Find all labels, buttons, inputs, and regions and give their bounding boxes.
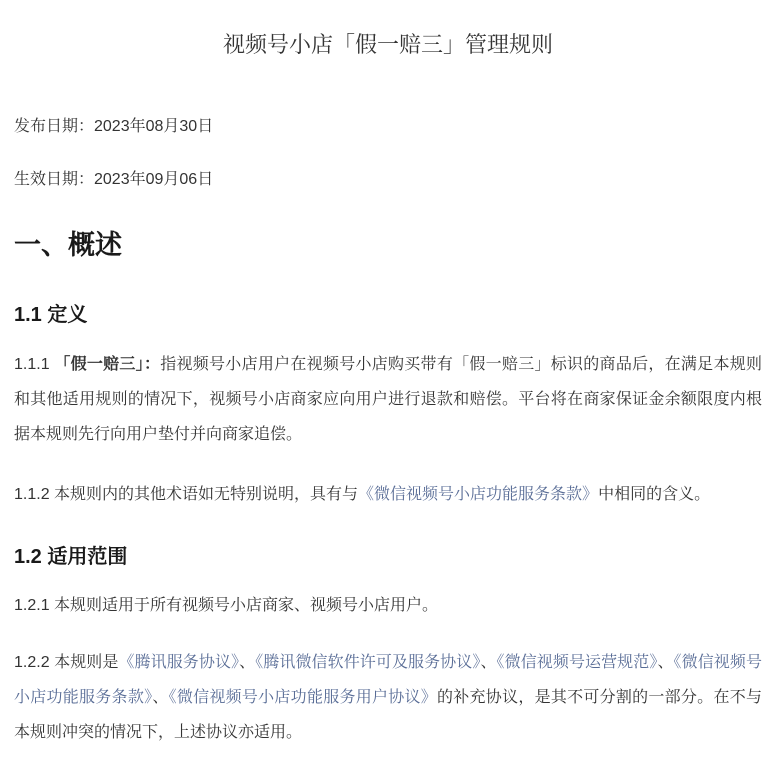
separator: 、 bbox=[152, 689, 169, 706]
subsection-heading-definition: 1.1 定义 bbox=[14, 304, 88, 326]
link-channels-operation-norms[interactable]: 《微信视频号运营规范》 bbox=[496, 654, 658, 671]
paragraph-text: 1.1.2 本规则内的其他术语如无特别说明，具有与 bbox=[14, 486, 359, 503]
link-shop-function-service-user-agreement[interactable]: 《微信视频号小店功能服务用户协议》 bbox=[168, 689, 438, 706]
paragraph-text: 的补充协议，是其不可分割的一部分。在不与本规则冲突的情况下，上述协议亦适用。 bbox=[14, 689, 762, 741]
separator: 、 bbox=[657, 654, 674, 671]
paragraph-text: 中相同的含义。 bbox=[598, 486, 711, 503]
defined-term: 「假一赔三」： bbox=[54, 356, 161, 373]
effective-date: 生效日期：2023年09月06日 bbox=[14, 171, 214, 188]
link-shop-function-service-terms[interactable]: 《微信视频号小店功能服务条款》 bbox=[14, 654, 762, 706]
paragraph-1-1-2 bbox=[14, 477, 762, 512]
paragraph-number: 1.1.1 bbox=[14, 356, 55, 373]
link-shop-function-service-terms[interactable]: 《微信视频号小店功能服务条款》 bbox=[358, 486, 599, 503]
publish-date: 发布日期：2023年08月30日 bbox=[14, 118, 214, 135]
paragraph-text: 1.2.2 本规则是 bbox=[14, 654, 119, 671]
page-title: 视频号小店「假一赔三」管理规则 bbox=[222, 32, 553, 57]
paragraph-1-2-2 bbox=[14, 645, 762, 750]
subsection-heading-scope: 1.2 适用范围 bbox=[14, 546, 128, 568]
separator: 、 bbox=[239, 654, 256, 671]
paragraph-1-2-1: 1.2.1 本规则适用于所有视频号小店商家、视频号小店用户。 bbox=[14, 597, 439, 614]
section-heading-overview: 一、概述 bbox=[14, 230, 122, 260]
link-wechat-software-license-agreement[interactable]: 《腾讯微信软件许可及服务协议》 bbox=[255, 654, 481, 671]
document bbox=[0, 30, 776, 750]
paragraph-text: 指视频号小店用户在视频号小店购买带有「假一赔三」标识的商品后，在满足本规则和其他适用规则的情况下，视频号小店商家应向用户进行退款和赔偿。平台将在商家保证金余额限度内根据本规则先行向用户垫付并向商家追偿。 bbox=[14, 356, 762, 443]
link-tencent-service-agreement[interactable]: 《腾讯服务协议》 bbox=[118, 654, 240, 671]
paragraph-1-1-1 bbox=[14, 347, 762, 452]
separator: 、 bbox=[480, 654, 497, 671]
